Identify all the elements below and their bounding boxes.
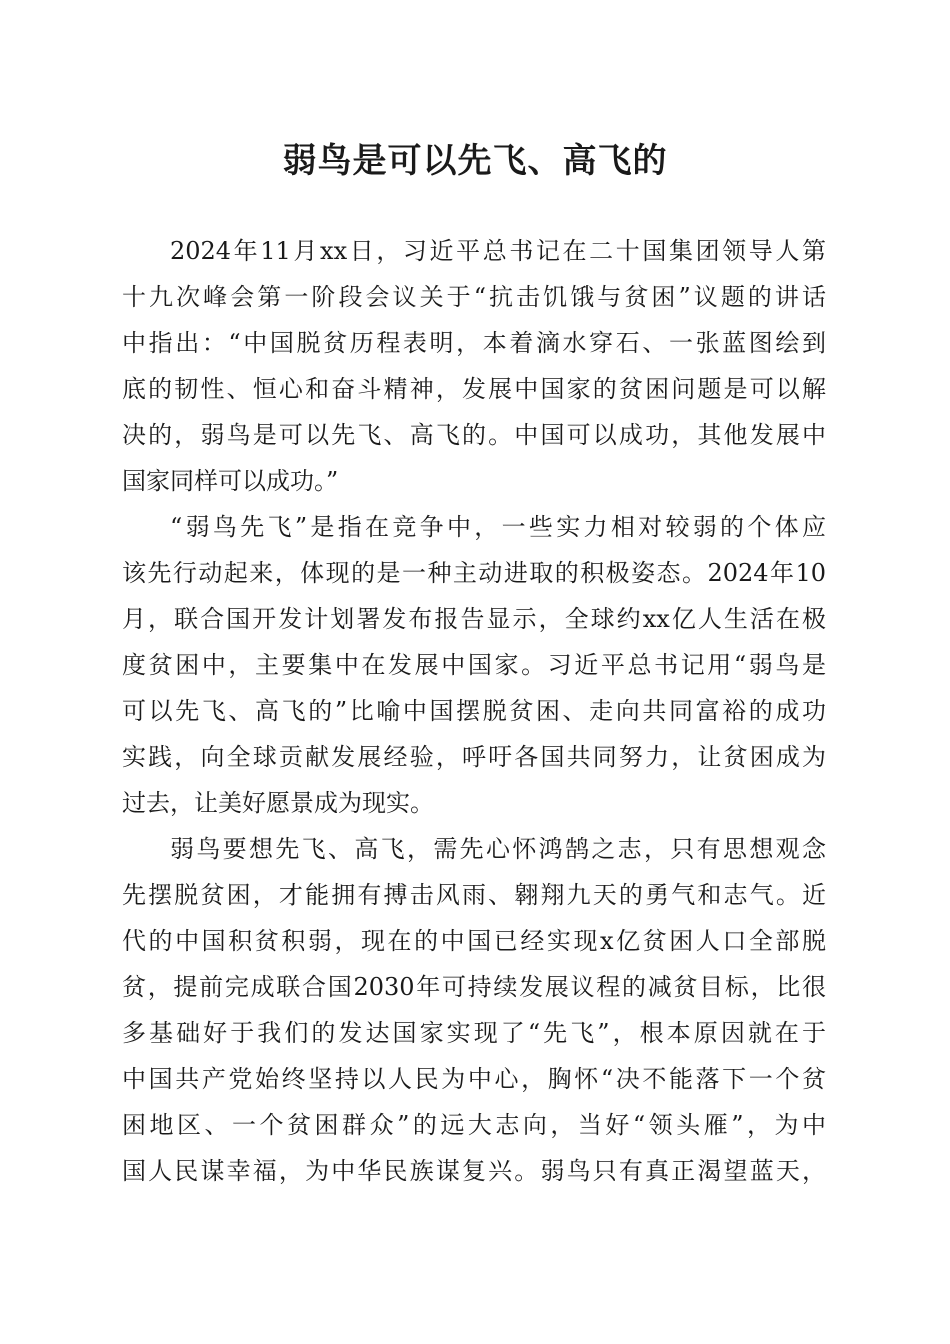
paragraph-1-line-1: 2024年11月xx日，习近平总书记在二十国集团领导人第 <box>170 237 826 265</box>
paragraph-3-line-6: 中国共产党始终坚持以人民为中心，胸怀“决不能落下一个贫 <box>122 1065 826 1093</box>
paragraph-2-line-5: 可以先飞、高飞的”比喻中国摆脱贫困、走向共同富裕的成功 <box>122 697 826 725</box>
paragraph-2-line-6: 实践，向全球贡献发展经验，呼吁各国共同努力，让贫困成为 <box>122 743 826 771</box>
paragraph-3-line-3: 代的中国积贫积弱，现在的中国已经实现x亿贫困人口全部脱 <box>122 927 826 955</box>
paragraph-2-line-7: 过去，让美好愿景成为现实。 <box>122 789 434 817</box>
paragraph-1-line-2: 十九次峰会第一阶段会议关于“抗击饥饿与贫困”议题的讲话 <box>122 283 826 311</box>
paragraph-3-line-5: 多基础好于我们的发达国家实现了“先飞”，根本原因就在于 <box>122 1019 826 1047</box>
paragraph-2-line-4: 度贫困中，主要集中在发展中国家。习近平总书记用“弱鸟是 <box>122 651 826 679</box>
paragraph-1-line-6: 国家同样可以成功。” <box>122 467 339 495</box>
paragraph-3-line-2: 先摆脱贫困，才能拥有搏击风雨、翱翔九天的勇气和志气。近 <box>122 881 826 909</box>
paragraph-1-line-3: 中指出：“中国脱贫历程表明，本着滴水穿石、一张蓝图绘到 <box>122 329 826 357</box>
paragraph-3-line-7: 困地区、一个贫困群众”的远大志向，当好“领头雁”，为中 <box>122 1111 826 1139</box>
paragraph-1-line-5: 决的，弱鸟是可以先飞、高飞的。中国可以成功，其他发展中 <box>122 421 826 449</box>
paragraph-3-line-1: 弱鸟要想先飞、高飞，需先心怀鸿鹄之志，只有思想观念 <box>170 835 826 863</box>
document-title: 弱鸟是可以先飞、高飞的 <box>282 141 668 181</box>
paragraph-2-line-3: 月，联合国开发计划署发布报告显示，全球约xx亿人生活在极 <box>122 605 826 633</box>
paragraph-2-line-2: 该先行动起来，体现的是一种主动进取的积极姿态。2024年10 <box>122 559 826 587</box>
paragraph-3-line-8: 国人民谋幸福，为中华民族谋复兴。弱鸟只有真正渴望蓝天， <box>122 1157 826 1185</box>
paragraph-1-line-4: 底的韧性、恒心和奋斗精神，发展中国家的贫困问题是可以解 <box>122 375 826 403</box>
paragraph-2-line-1: “弱鸟先飞”是指在竞争中，一些实力相对较弱的个体应 <box>170 513 826 541</box>
paragraph-3-line-4: 贫，提前完成联合国2030年可持续发展议程的减贫目标，比很 <box>122 973 826 1001</box>
